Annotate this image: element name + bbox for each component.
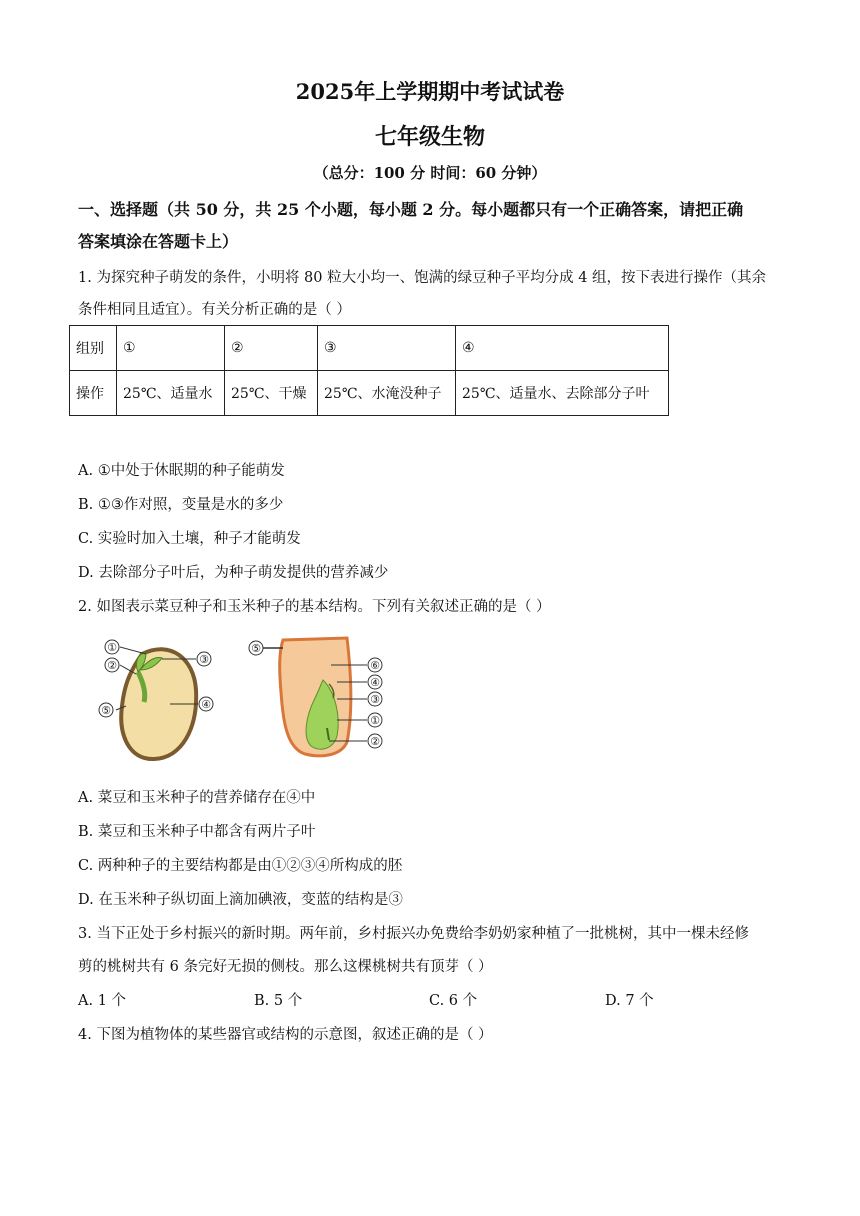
q1-stem-line1: 1. 为探究种子萌发的条件，小明将 80 粒大小均一、饱满的绿豆种子平均分成 4 组，按下表进行操作（其余 (78, 270, 767, 286)
q3-stem-line1: 3. 当下正处于乡村振兴的新时期。两年前，乡村振兴办免费给李奶奶家种植了一批桃树，其中一棵未经修 (78, 926, 749, 942)
corn-label-4: ④ (370, 676, 380, 689)
q1-stem-line2: 条件相同且适宜）。有关分析正确的是（ ） (78, 302, 351, 318)
table-cell: 25℃、水淹没种子 (318, 371, 456, 416)
corn-label-5: ⑤ (251, 642, 261, 655)
q2-option-c[interactable]: C. 两种种子的主要结构都是由①②③④所构成的胚 (78, 858, 403, 874)
q4-stem: 4. 下图为植物体的某些器官或结构的示意图，叙述正确的是（ ） (78, 1027, 493, 1043)
bean-label-2: ② (107, 659, 117, 672)
corn-seed-diagram (243, 632, 393, 762)
corn-label-3: ③ (370, 693, 380, 706)
table-cell: ① (117, 326, 225, 371)
q1-option-d[interactable]: D. 去除部分子叶后，为种子萌发提供的营养减少 (78, 565, 389, 581)
exam-title: 2025年上学期期中考试试卷 (295, 79, 565, 104)
bean-label-4: ④ (201, 698, 211, 711)
table-cell: ③ (318, 326, 456, 371)
corn-label-1: ① (370, 714, 380, 727)
table-cell: 25℃、适量水 (117, 371, 225, 416)
q1-option-b[interactable]: B. ①③作对照，变量是水的多少 (78, 497, 284, 513)
corn-label-2: ② (370, 735, 380, 748)
exam-info: （总分：100 分 时间：60 分钟） (313, 164, 547, 182)
q1-option-c[interactable]: C. 实验时加入土壤，种子才能萌发 (78, 531, 301, 547)
exam-subject: 七年级生物 (374, 124, 485, 150)
table-row (70, 326, 669, 371)
table-cell: 25℃、适量水、去除部分子叶 (456, 371, 669, 416)
bean-label-1: ① (107, 641, 117, 654)
q1-experiment-table (69, 325, 669, 416)
table-cell: ② (225, 326, 318, 371)
q2-option-d[interactable]: D. 在玉米种子纵切面上滴加碘液，变蓝的结构是③ (78, 892, 403, 908)
table-cell: ④ (456, 326, 669, 371)
q2-stem: 2. 如图表示菜豆种子和玉米种子的基本结构。下列有关叙述正确的是（ ） (78, 599, 551, 615)
q3-option-c[interactable]: C. 6 个 (429, 993, 478, 1009)
bean-label-5: ⑤ (101, 704, 111, 717)
corn-label-6: ⑥ (370, 659, 380, 672)
q1-option-a[interactable]: A. ①中处于休眠期的种子能萌发 (78, 463, 285, 479)
table-row (70, 371, 669, 416)
section-heading-line2: 答案填涂在答题卡上） (78, 232, 239, 251)
section-heading-line1: 一、选择题（共 50 分，共 25 个小题，每小题 2 分。每小题都只有一个正确答案，请把正确 (78, 200, 744, 219)
table-cell: 组别 (70, 326, 117, 371)
q3-stem-line2: 剪的桃树共有 6 条完好无损的侧枝。那么这棵桃树共有顶芽（ ） (78, 959, 493, 975)
q3-option-d[interactable]: D. 7 个 (605, 993, 654, 1009)
q2-option-a[interactable]: A. 菜豆和玉米种子的营养储存在④中 (78, 790, 316, 806)
q2-option-b[interactable]: B. 菜豆和玉米种子中都含有两片子叶 (78, 824, 316, 840)
q3-option-a[interactable]: A. 1 个 (78, 993, 127, 1009)
bean-label-3: ③ (199, 653, 209, 666)
q3-option-b[interactable]: B. 5 个 (254, 993, 303, 1009)
bean-seed-diagram (90, 632, 230, 764)
table-cell: 操作 (70, 371, 117, 416)
table-cell: 25℃、干燥 (225, 371, 318, 416)
